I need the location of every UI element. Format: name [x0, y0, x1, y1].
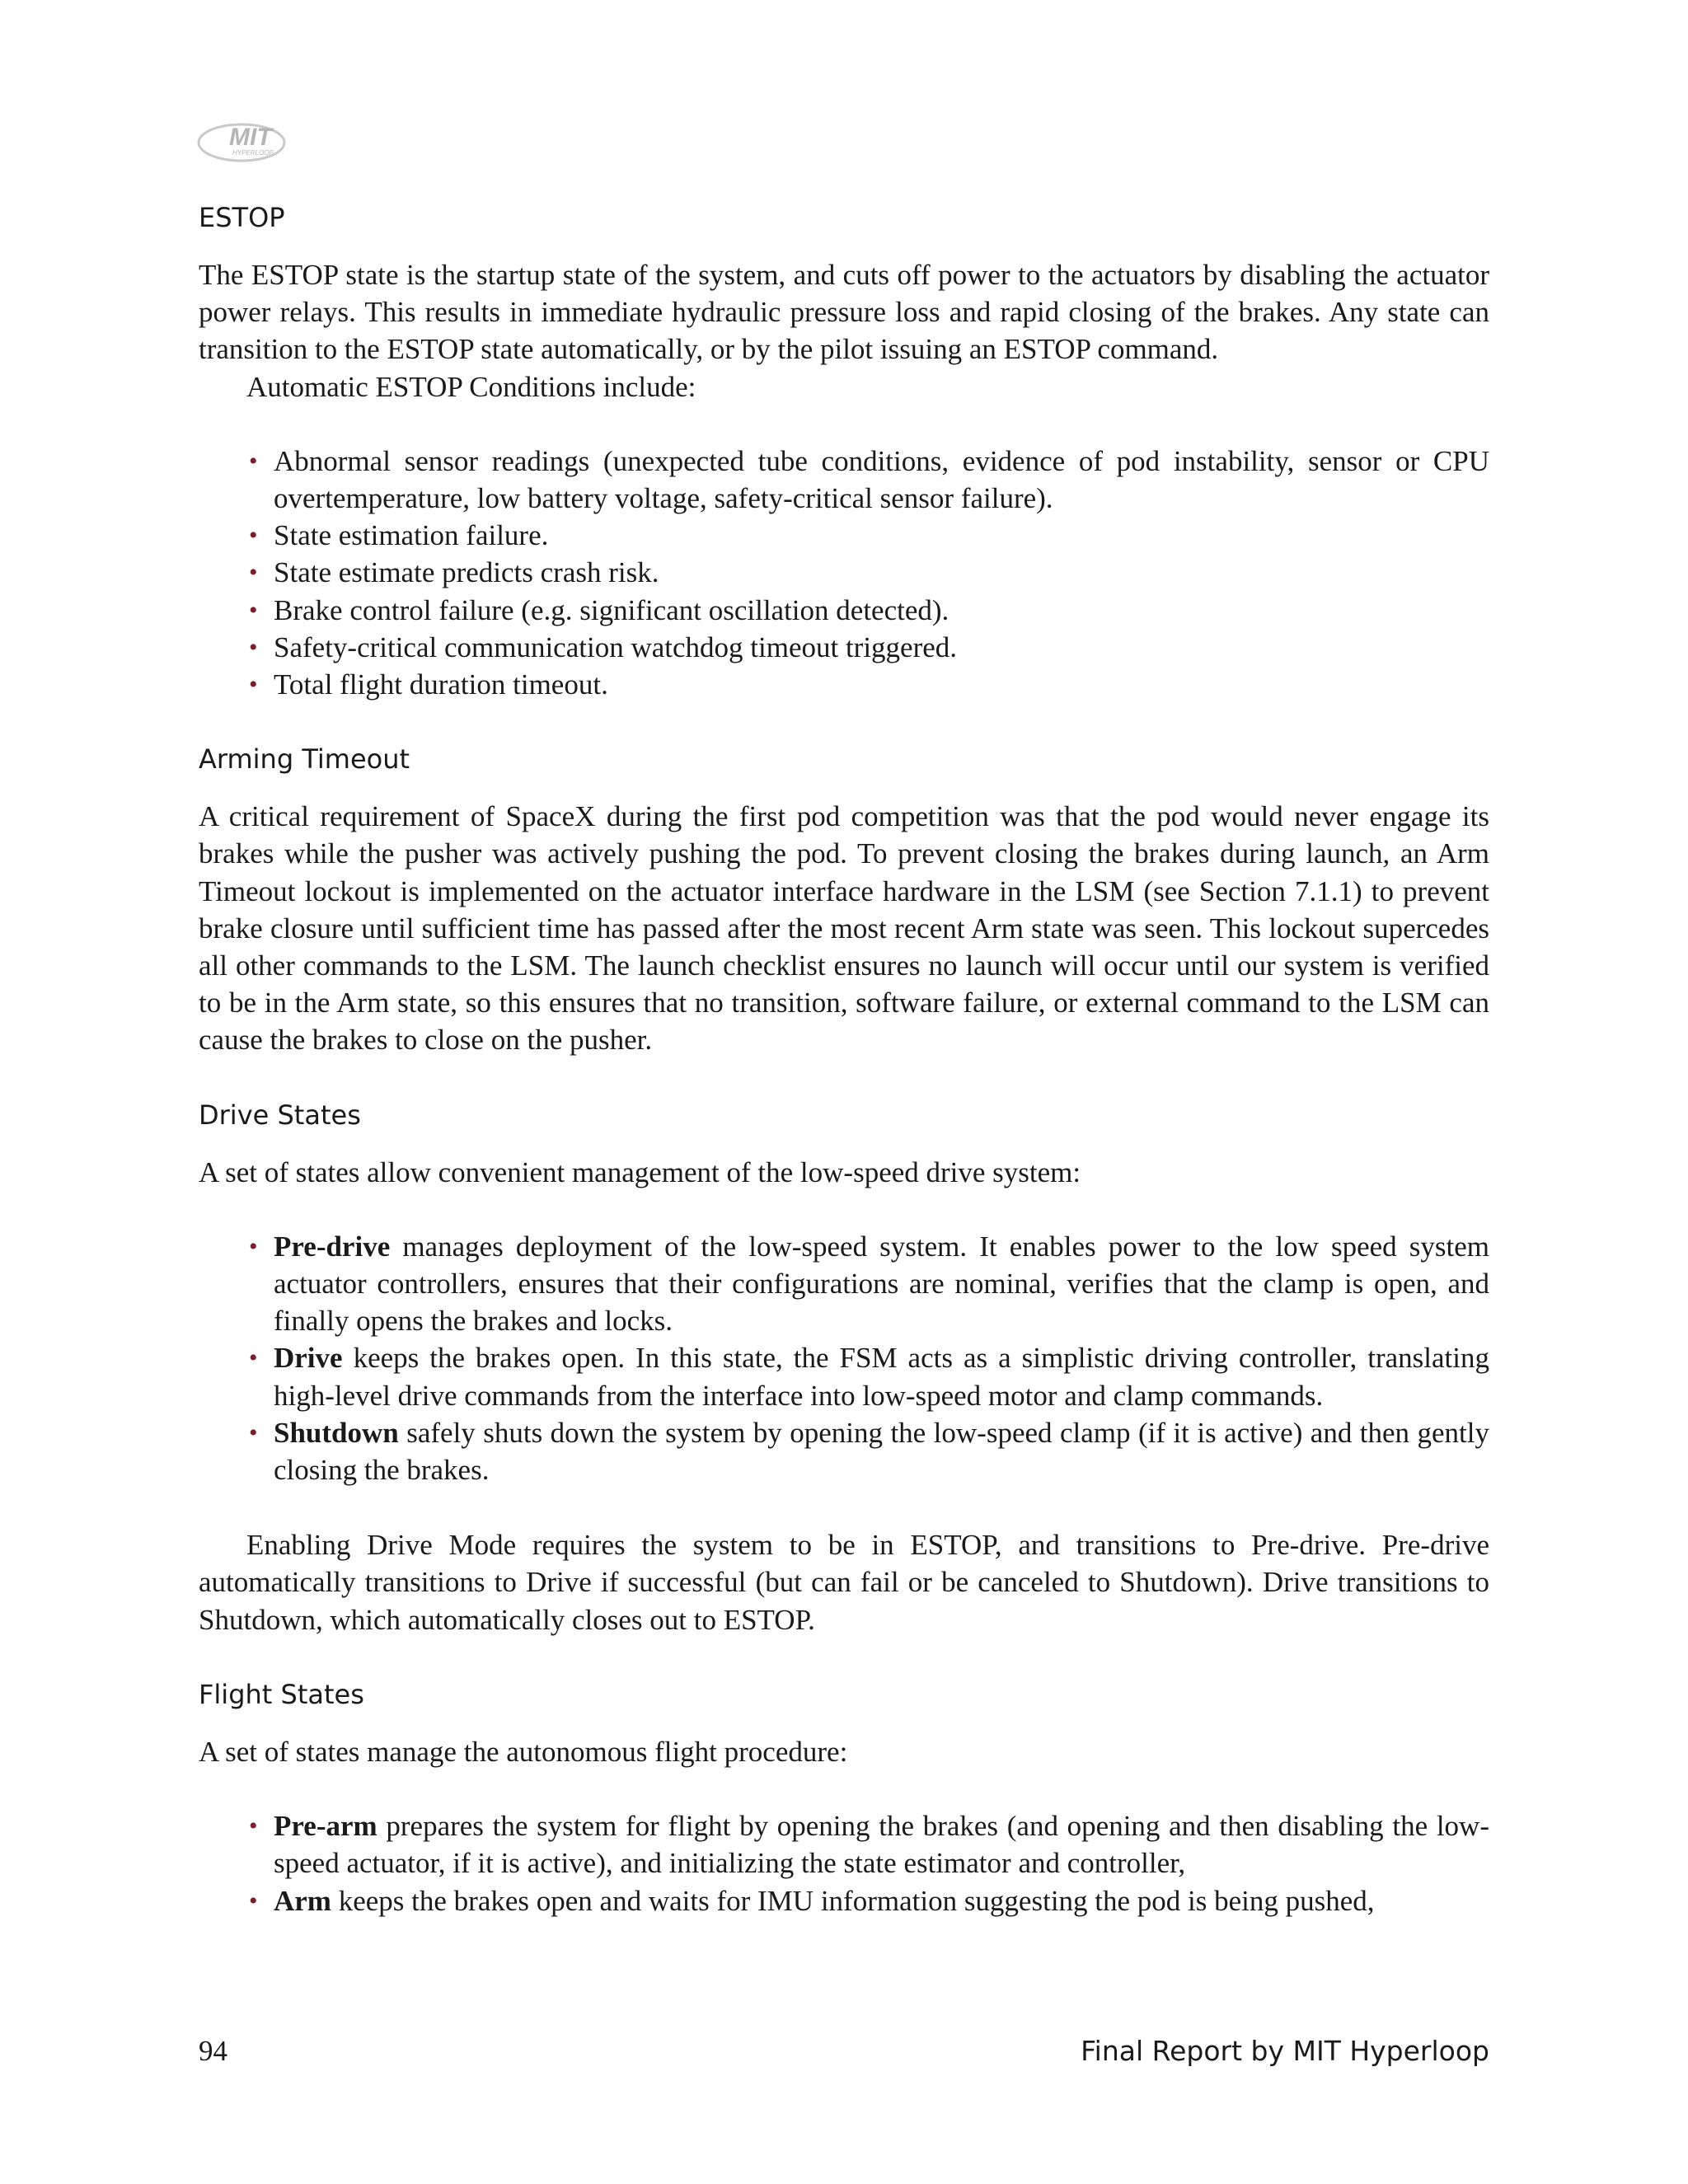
page-content [199, 199, 1489, 1957]
page-number: 94 [199, 2035, 227, 2067]
flight-states-list [199, 1807, 1489, 1919]
hyperloop-swoosh-icon [196, 118, 303, 167]
list-item: • State estimation failure. [274, 517, 1489, 554]
arming-timeout-section [199, 741, 1489, 1058]
list-item: • Safety-critical communication watchdog timeout triggered. [274, 629, 1489, 666]
estop-heading: ESTOP [199, 202, 285, 233]
list-item: • State estimate predicts crash risk. [274, 554, 1489, 591]
flight-states-intro: A set of states manage the autonomous flight procedure: [199, 1735, 848, 1768]
list-item [274, 1339, 1489, 1413]
list-item [274, 1882, 1489, 1919]
flight-states-heading: Flight States [199, 1678, 364, 1710]
drive-mode-paragraph: Enabling Drive Mode requires the system to be in ESTOP, and transitions to Pre-drive. Pre-drive automatically transitions to Drive if successful (but can fail or be canceled to Shutdown). Drive transitions to Shutdown, which automatically closes out to ESTOP. [199, 1529, 1489, 1636]
term-description: keeps the brakes open. In this state, the FSM acts as a simplistic driving controller, translating high-level drive commands from the interface into low-speed motor and clamp commands. [274, 1342, 1489, 1412]
running-footer-title: Final Report by MIT Hyperloop [1081, 2035, 1489, 2067]
list-item [274, 1228, 1489, 1340]
estop-paragraph: The ESTOP state is the startup state of the system, and cuts off power to the actuators by disabling the actuator power relays. This results in immediate hydraulic pressure loss and rapid closing of the brakes. Any state can transition to the ESTOP state automatically, or by the pilot issuing an ESTOP command. [199, 259, 1489, 366]
logo-mit-text: MIT [229, 124, 272, 151]
term-pre-drive: Pre-drive [274, 1230, 391, 1263]
flight-states-section [199, 1676, 1489, 1919]
list-item [274, 1414, 1489, 1488]
mit-hyperloop-logo [196, 118, 303, 167]
drive-states-intro: A set of states allow convenient management of the low-speed drive system: [199, 1155, 1081, 1188]
list-item [274, 1807, 1489, 1882]
list-item: • Brake control failure (e.g. significant oscillation detected). [274, 592, 1489, 629]
list-item: • Total flight duration timeout. [274, 666, 1489, 703]
estop-conditions-list [199, 443, 1489, 703]
term-description: manages deployment of the low-speed system. It enables power to the low speed system actuator controllers, ensures that their configurations are nominal, verifies that the clamp is open, and finally opens the brakes and locks. [274, 1230, 1489, 1338]
drive-states-section [199, 1097, 1489, 1638]
term-shutdown: Shutdown [274, 1416, 399, 1449]
term-arm: Arm [274, 1884, 331, 1917]
logo-hyperloop-text: HYPERLOOP [232, 149, 274, 157]
estop-conditions-intro: Automatic ESTOP Conditions include: [246, 370, 696, 403]
arming-timeout-heading: Arming Timeout [199, 743, 410, 776]
term-drive: Drive [274, 1342, 343, 1375]
list-item: • Abnormal sensor readings (unexpected tube conditions, evidence of pod instability, sensor or CPU overtemperature, low battery voltage, safety-critical sensor failure). [274, 443, 1489, 517]
term-description: keeps the brakes open and waits for IMU information suggesting the pod is being pushed, [331, 1884, 1375, 1917]
drive-states-list [199, 1228, 1489, 1488]
term-description: safely shuts down the system by opening the low-speed clamp (if it is active) and then gently closing the brakes. [274, 1416, 1489, 1487]
term-description: prepares the system for flight by opening the brakes (and opening and then disabling the low-speed actuator, if it is active), and initializing the state estimator and controller, [274, 1810, 1489, 1880]
estop-section [199, 199, 1489, 703]
arming-timeout-paragraph: A critical requirement of SpaceX during the first pod competition was that the pod would never engage its brakes while the pusher was actively pushing the pod. To prevent closing the brakes during launch, an Arm Timeout lockout is implemented on the actuator interface hardware in the LSM (see Section 7.1.1) to prevent brake closure until sufficient time has passed after the most recent Arm state was seen. This lockout supercedes all other commands to the LSM. The launch checklist ensures no launch will occur until our system is verified to be in the Arm state, so this ensures that no transition, software failure, or external command to the LSM can cause the brakes to close on the pusher. [199, 800, 1489, 1057]
term-pre-arm: Pre-arm [274, 1810, 377, 1843]
drive-states-heading: Drive States [199, 1099, 361, 1131]
